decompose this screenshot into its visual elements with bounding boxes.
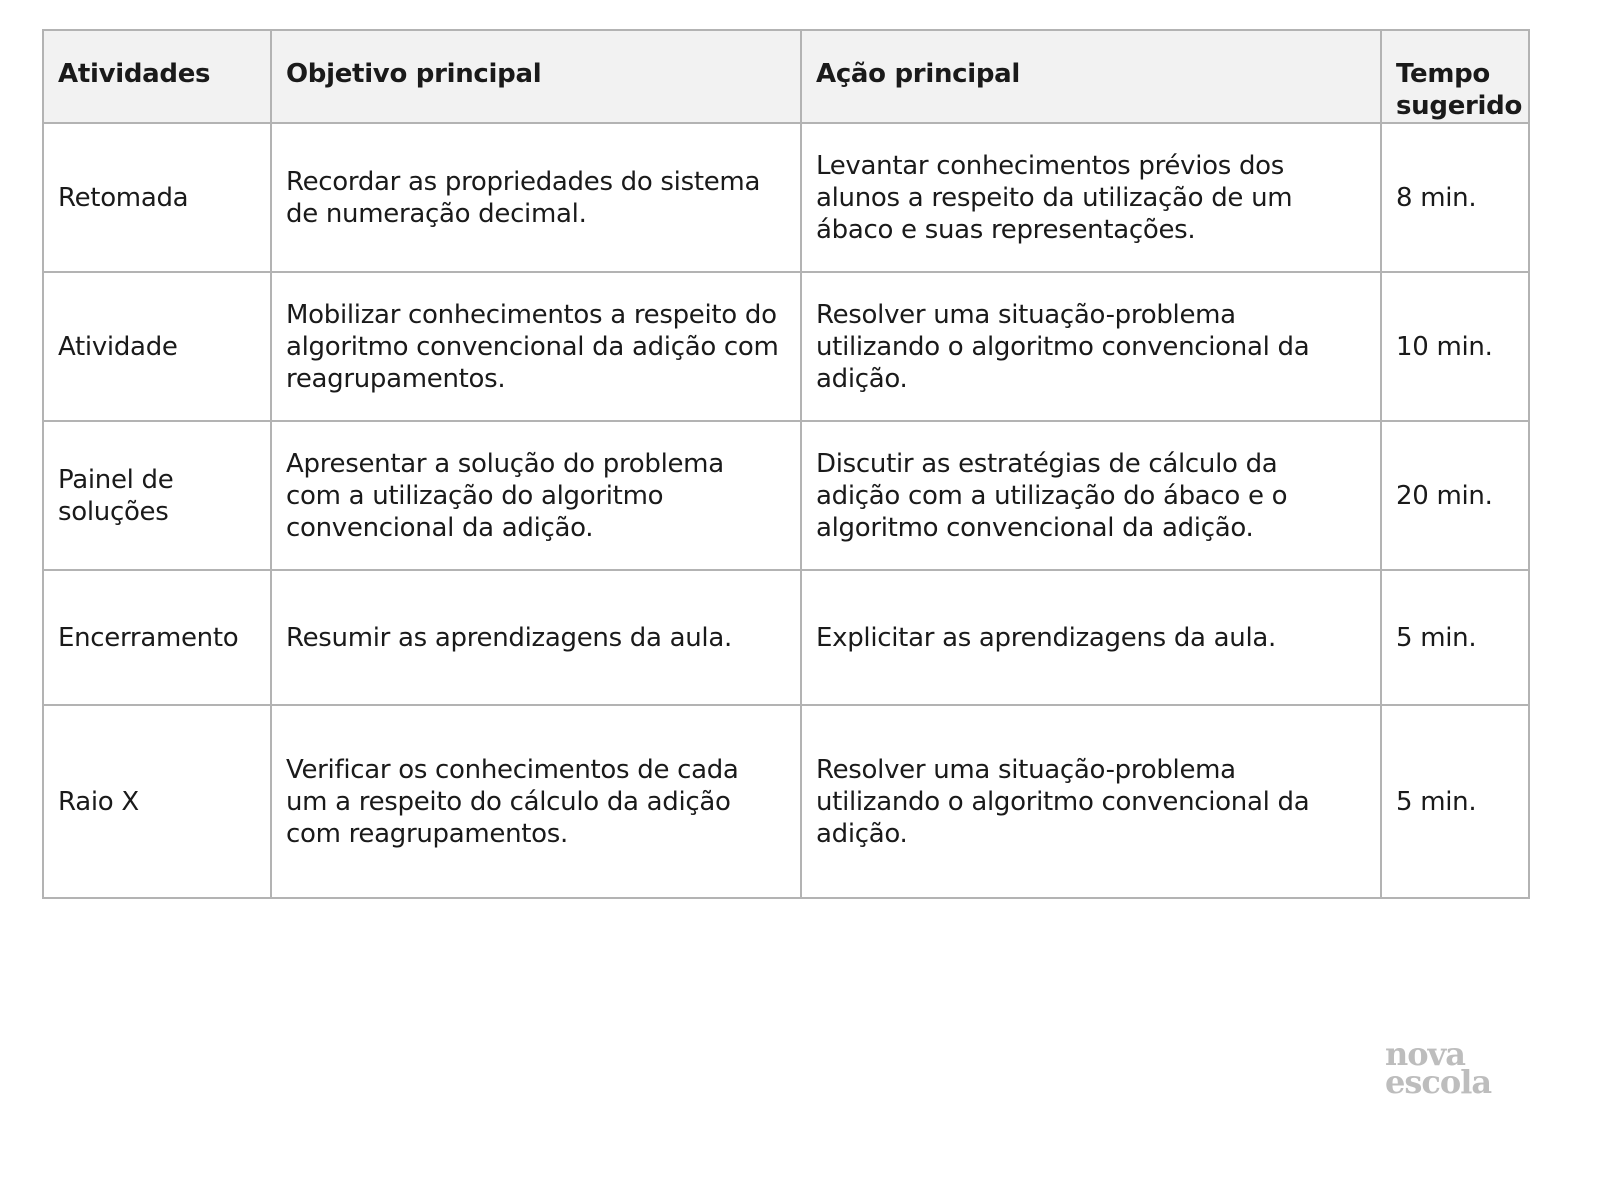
cell-action: Explicitar as aprendizagens da aula.: [801, 570, 1381, 705]
cell-action: Levantar conhecimentos prévios dos alunos a respeito da utilização de um ábaco e suas representações.: [801, 123, 1381, 272]
cell-time: 20 min.: [1381, 421, 1529, 570]
cell-objective: Resumir as aprendizagens da aula.: [271, 570, 801, 705]
table-row: [43, 272, 1529, 421]
cell-activity: Atividade: [43, 272, 271, 421]
cell-objective: Recordar as propriedades do sistema de numeração decimal.: [271, 123, 801, 272]
table-row: [43, 123, 1529, 272]
header-atividades: Atividades: [43, 30, 271, 123]
table-row: [43, 570, 1529, 705]
logo-line-escola: escola: [1385, 1063, 1492, 1101]
table-header-row: [43, 30, 1529, 123]
table-row: [43, 421, 1529, 570]
cell-action: Resolver uma situação-problema utilizando o algoritmo convencional da adição.: [801, 272, 1381, 421]
cell-time: 10 min.: [1381, 272, 1529, 421]
cell-time: 5 min.: [1381, 705, 1529, 898]
lesson-plan-table: [42, 29, 1530, 899]
cell-activity: Raio X: [43, 705, 271, 898]
header-tempo-sugerido: Tempo sugerido: [1381, 30, 1529, 123]
cell-activity: Painel de soluções: [43, 421, 271, 570]
cell-activity: Retomada: [43, 123, 271, 272]
table-row: [43, 705, 1529, 898]
cell-action: Discutir as estratégias de cálculo da adição com a utilização do ábaco e o algoritmo convencional da adição.: [801, 421, 1381, 570]
logo-line-nova: nova: [1385, 1035, 1465, 1073]
header-objetivo-principal: Objetivo principal: [271, 30, 801, 123]
cell-objective: Apresentar a solução do problema com a utilização do algoritmo convencional da adição.: [271, 421, 801, 570]
header-acao-principal: Ação principal: [801, 30, 1381, 123]
nova-escola-logo: [1385, 1035, 1505, 1101]
cell-action: Resolver uma situação-problema utilizando o algoritmo convencional da adição.: [801, 705, 1381, 898]
cell-objective: Verificar os conhecimentos de cada um a respeito do cálculo da adição com reagrupamentos.: [271, 705, 801, 898]
cell-activity: Encerramento: [43, 570, 271, 705]
cell-time: 5 min.: [1381, 570, 1529, 705]
cell-time: 8 min.: [1381, 123, 1529, 272]
cell-objective: Mobilizar conhecimentos a respeito do algoritmo convencional da adição com reagrupamentos.: [271, 272, 801, 421]
